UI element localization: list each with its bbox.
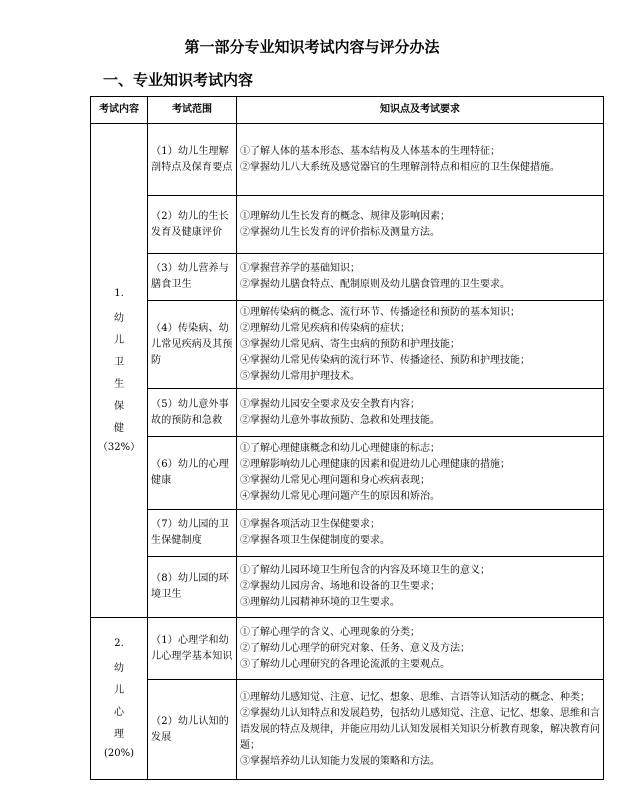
scope-cell: （3）幼儿营养与膳食卫生 (148, 254, 237, 301)
category-weight: （32%） (97, 441, 141, 453)
category-name (98, 308, 140, 440)
category-name-char: 理 (114, 728, 124, 740)
table-row (91, 510, 604, 557)
table-row (91, 557, 604, 618)
table-row (91, 254, 604, 301)
requirement-item: ④掌握幼儿常见传染病的流行环节、传播途径、预防和护理技能； (240, 354, 530, 366)
requirement-item: ①掌握各项活动卫生保健要求； (240, 519, 380, 530)
scope-cell: （4）传染病、幼儿常见疾病及其预防 (148, 301, 237, 389)
requirement-item: ①了解心理学的含义、心理现象的分类； (240, 626, 420, 638)
table-row (91, 437, 604, 510)
scope-cell: （2）幼儿的生长发育及健康评价 (148, 196, 237, 254)
requirement-item: ②掌握幼儿八大系统及感觉器官的生理解剖特点和相应的卫生保健措施。 (240, 161, 560, 173)
requirement-item: ②理解幼儿常见疾病和传染病的症状； (240, 322, 410, 334)
requirements-cell (237, 557, 604, 618)
requirement-item: ②掌握幼儿生长发育的评价指标及测量方法。 (240, 226, 440, 238)
category-number: 1. (114, 287, 124, 299)
section-title: 一、专业知识考试内容 (103, 71, 254, 89)
requirements-cell (237, 124, 604, 196)
table-row (91, 301, 604, 389)
table-body (91, 124, 604, 780)
category-number: 2. (114, 637, 124, 649)
requirement-item: ②掌握幼儿膳食特点、配制原则及幼儿膳食管理的卫生要求。 (240, 279, 510, 290)
requirements-cell (237, 196, 604, 254)
scope-cell: （1）心理学和幼儿心理学基本知识 (148, 618, 237, 680)
category-name-char: 幼 (113, 312, 124, 324)
header-category: 考试内容 (91, 97, 148, 124)
category-cell (91, 124, 148, 618)
table-row (91, 124, 604, 196)
requirement-item: ②掌握幼儿认知特点和发展趋势，包括幼儿感知觉、注意、记忆、想象、思维和言语发展的特点及规律，并能应用幼儿认知发展相关知识分析教育现象，解决教育问题； (240, 707, 600, 751)
requirement-item: ③掌握培养幼儿认知能力发展的策略和方法。 (240, 755, 440, 767)
category-name-char: 幼 (114, 662, 124, 674)
requirement-item: ①了解心理健康概念和幼儿心理健康的标志； (240, 443, 440, 454)
requirement-item: ①掌握幼儿园安全要求及安全教育内容； (240, 398, 420, 410)
requirement-item: ①掌握营养学的基础知识； (240, 263, 360, 274)
table-row (91, 618, 604, 680)
exam-content-table (90, 96, 603, 780)
table-header-row (91, 97, 604, 124)
requirement-item: ③了解幼儿心理研究的各理论流派的主要观点。 (240, 658, 450, 670)
requirement-item: ②理解影响幼儿心理健康的因素和促进幼儿心理健康的措施； (240, 459, 510, 470)
table-row (91, 196, 604, 254)
header-requirements: 知识点及考试要求 (237, 97, 604, 124)
requirements-cell (237, 510, 604, 557)
document-title: 第一部分专业知识考试内容与评分办法 (184, 38, 440, 56)
category-name-char: 儿 (113, 334, 124, 346)
category-name-char: 儿 (114, 684, 124, 696)
scope-cell: （7）幼儿园的卫生保健制度 (148, 510, 237, 557)
requirement-item: ①了解幼儿园环境卫生所包含的内容及环境卫生的意义； (240, 565, 490, 576)
category-weight: (20%) (103, 747, 135, 759)
requirements-cell (237, 618, 604, 680)
requirements-cell (237, 301, 604, 389)
requirement-item: ③理解幼儿园精神环境的卫生要求。 (240, 597, 400, 608)
scope-cell: （1）幼儿生理解剖特点及保育要点 (148, 124, 237, 196)
category-name-char: 生 (113, 378, 124, 390)
table-row (91, 680, 604, 780)
requirements-cell (237, 254, 604, 301)
header-scope: 考试范围 (148, 97, 237, 124)
requirements-cell (237, 680, 604, 780)
category-name (104, 658, 134, 746)
requirement-item: ①理解传染病的概念、流行环节、传播途径和预防的基本知识； (240, 306, 520, 318)
requirement-item: ①了解人体的基本形态、基本结构及人体基本的生理特征； (240, 145, 500, 157)
table-row (91, 389, 604, 437)
category-name-char: 保 (113, 400, 124, 412)
scope-cell: （2）幼儿认知的发展 (148, 680, 237, 780)
category-name-char: 卫 (113, 356, 124, 368)
requirement-item: ①理解幼儿感知觉、注意、记忆、想象、思维、言语等认知活动的概念、种类； (240, 691, 590, 703)
requirement-item: ②掌握各项卫生保健制度的要求。 (240, 535, 390, 546)
scope-cell: （8）幼儿园的环境卫生 (148, 557, 237, 618)
category-name-char: 健 (113, 422, 124, 434)
requirement-item: ④掌握幼儿常见心理问题产生的原因和矫治。 (240, 491, 440, 502)
requirements-cell (237, 389, 604, 437)
requirement-item: ②掌握幼儿园房舍、场地和设备的卫生要求； (240, 581, 440, 592)
requirement-item: ①理解幼儿生长发育的概念、规律及影响因素； (240, 210, 450, 222)
scope-cell: （5）幼儿意外事故的预防和急救 (148, 389, 237, 437)
category-name-char: 心 (114, 706, 124, 718)
requirement-item: ②了解幼儿心理学的研究对象、任务、意义及方法； (240, 642, 470, 654)
requirements-cell (237, 437, 604, 510)
scope-cell: （6）幼儿的心理健康 (148, 437, 237, 510)
category-cell (91, 618, 148, 780)
requirement-item: ③掌握幼儿常见心理问题和身心疾病表现； (240, 475, 430, 486)
requirement-item: ③掌握幼儿常见病、寄生虫病的预防和护理技能； (240, 338, 460, 350)
requirement-item: ⑤掌握幼儿常用护理技术。 (240, 370, 360, 382)
requirement-item: ②掌握幼儿意外事故预防、急救和处理技能。 (240, 414, 440, 426)
